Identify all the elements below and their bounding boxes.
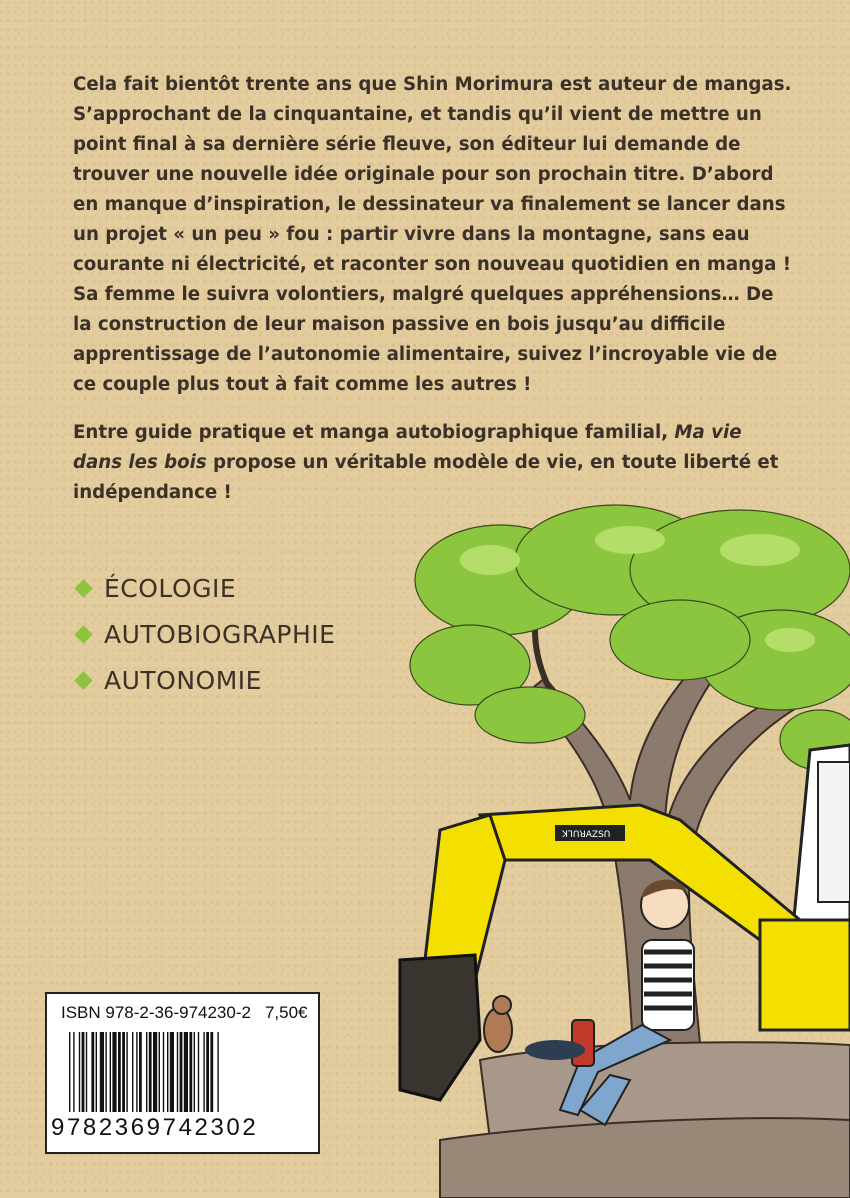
cover-illustration bbox=[380, 500, 850, 1198]
blurb-p2-text: Entre guide pratique et manga autobiographique familial, bbox=[73, 422, 675, 443]
keyword-text: AUTOBIOGRAPHIE bbox=[104, 619, 336, 649]
keyword-item bbox=[73, 565, 335, 611]
blurb-paragraph-2 bbox=[73, 418, 793, 508]
isbn-number: ISBN 978-2-36-974230-2 bbox=[61, 1003, 251, 1022]
keyword-text: ÉCOLOGIE bbox=[104, 573, 237, 603]
barcode-digits: 9782369742302 bbox=[51, 1114, 259, 1141]
book-title-italic: Ma vie dans les bois bbox=[73, 422, 742, 473]
isbn-line bbox=[61, 1003, 308, 1023]
keyword-text: AUTONOMIE bbox=[104, 665, 262, 695]
keyword-list bbox=[73, 565, 335, 703]
diamond-bullet-icon bbox=[74, 625, 92, 643]
bird-illustration bbox=[484, 996, 512, 1052]
diamond-bullet-icon bbox=[74, 671, 92, 689]
back-cover-blurb bbox=[73, 70, 793, 508]
barcode-bars-icon bbox=[69, 1032, 301, 1112]
blurb-paragraph-1: Cela fait bientôt trente ans que Shin Morimura est auteur de mangas. S’approchant de la cinquantaine, et tandis qu’il vient de mettre un point final à sa dernière série fleuve, son éditeur lui demande de trouver une nouvelle idée originale pour son prochain titre. D’abord en manque d’inspiration, le dessinateur va finalement se lancer dans un projet « un peu » fou : partir vivre dans la montagne, sans eau courante ni électricité, et raconter son nouveau quotidien en manga ! Sa femme le suivra volontiers, malgré quelques appréhensions… De la construction de leur maison passive en bois jusqu’au difficile apprentissage de l’autonomie alimentaire, suivez l’incroyable vie de ce couple plus tout à fait comme les autres ! bbox=[73, 74, 792, 395]
log-illustration bbox=[440, 1042, 850, 1198]
keyword-item bbox=[73, 657, 335, 703]
price: 7,50€ bbox=[264, 1003, 308, 1022]
excavator-brand-text: ꓘ⅂ꓵꓤAZSꓵ bbox=[562, 830, 611, 840]
keyword-item bbox=[73, 611, 335, 657]
barcode-label bbox=[45, 992, 320, 1154]
blurb-p2-text-end: propose un véritable modèle de vie, en toute liberté et indépendance ! bbox=[73, 452, 779, 503]
diamond-bullet-icon bbox=[74, 579, 92, 597]
